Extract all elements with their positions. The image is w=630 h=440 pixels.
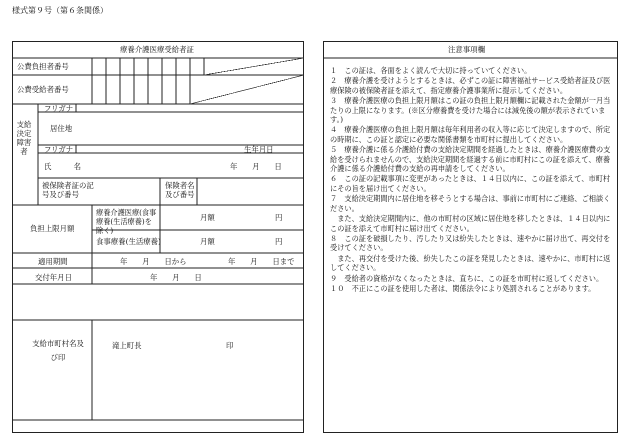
note-5: ５ 療養介護に係る介護給付費の支給決定期間を経過したときは、療養介護医療費の支給を受けられませんので、支給決定期間を経過する前に市町村にこの証を添えて、療養介護に係る介護給付費の支給の再申請をしてください。 — [330, 145, 611, 174]
medical-cap-label: 療養介護医療(食事療養(生活療養)を除く) — [96, 208, 157, 235]
municipality-label: 支給市町村名及び印 — [32, 339, 84, 362]
notes-list — [330, 66, 612, 294]
note-10: １０ 不正にこの証を使用した者は、関係法令により処罰されることがあります。 — [330, 283, 596, 293]
issue-date-label: 交付年月日 — [35, 273, 72, 282]
seal-mark: 印 — [226, 341, 234, 350]
note-4: ４ 療養介護医療の負担上限月額は毎年利用者の収入等に応じて決定しますので、所定の時期に、この証と認定に必要な関係書類を市町村に提出してください。 — [330, 125, 611, 144]
issue-date-value: 年 月 日 — [150, 273, 202, 282]
yen-label-2: 円 — [275, 237, 283, 246]
residence-label: 居住地 — [50, 124, 73, 133]
birthdate-label: 生年月日 — [244, 145, 274, 154]
insurer-label: 保険者名及び番号 — [165, 181, 195, 199]
note-6: ６ この証の記載事項に変更があったときは、１４日以内に、この証を添えて、市町村にその旨を届け出てください。 — [330, 174, 611, 193]
payer-number-label: 公費負担者番号 — [17, 62, 69, 71]
certificate-title: 療養介護医療受給者証 — [120, 45, 194, 54]
note-7: ７ 支給決定期間内に居住地を移そうとする場合は、事前に市町村にご連絡、ご相談ください。 — [330, 194, 611, 213]
note-3: ３ 療養介護医療の負担上限月額はこの証の負担上限月額欄に記載された金額が一月当たりの上限になります。(※区分療養費を受けた場合には減免後の額が表示されています。) — [330, 96, 611, 125]
meal-cap-label: 食事療養(生活療養) — [96, 237, 161, 246]
monthly-label-2: 月額 — [200, 237, 215, 246]
birthdate-value: 年 月 日 — [230, 162, 282, 171]
furigana-label-1: フリガナ — [44, 104, 74, 113]
period-label: 適用期間 — [38, 257, 68, 266]
mayor-name: 滝上町長 — [112, 341, 142, 350]
name-label: 氏 名 — [44, 162, 81, 171]
note-1: １ この証は、各面をよく読んで大切に持っていてください。 — [330, 66, 532, 75]
note-8b: また、再交付を受けた後、紛失したこの証を発見したときは、速やかに、市町村に返してください。 — [330, 253, 611, 273]
notes-title: 注意事項欄 — [448, 45, 485, 54]
period-from: 年 月 日から — [120, 257, 187, 266]
furigana-label-2: フリガナ — [44, 145, 74, 154]
cap-label: 負担上限月額 — [30, 224, 75, 233]
yen-label-1: 円 — [275, 213, 283, 222]
note-8: ８ この証を破損したり、汚したり又は紛失したときは、速やかに届け出て、再交付を受けてください。 — [330, 233, 611, 253]
insurance-card-label: 被保険者証の記号及び番号 — [42, 181, 94, 199]
note-7b: また、支給決定期間内に、他の市町村の区域に居住地を移したときは、１４日以内にこの証を添えて市町村に届け出てください。 — [330, 214, 611, 233]
recipient-number-label: 公費受給者番号 — [17, 85, 69, 94]
period-to: 年 月 日まで — [228, 257, 295, 266]
form-number: 様式第９号（第６条関係） — [12, 6, 108, 15]
note-9: ９ 受給者の資格がなくなったときは、直ちに、この証を市町村に返してください。 — [330, 273, 604, 283]
note-2: ２ 療養介護を受けようとするときは、必ずこの証に障害福祉サービス受給者証及び医療保険の被保険者証を添えて、指定療養介護事業所に提示してください。 — [330, 76, 611, 95]
side-label: 支給決定障害者 — [16, 120, 32, 156]
monthly-label-1: 月額 — [200, 213, 215, 222]
